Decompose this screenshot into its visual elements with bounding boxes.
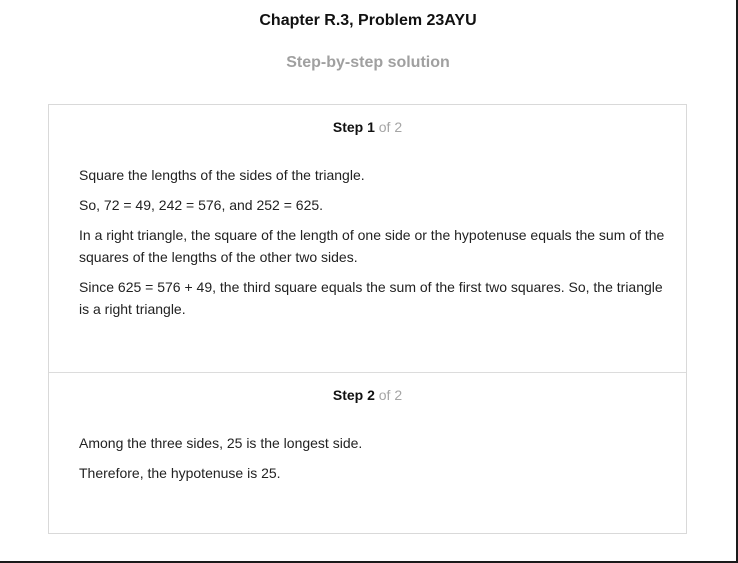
solution-steps-card	[48, 104, 687, 534]
step-1-total: of 2	[378, 119, 403, 135]
step-1-paragraph: So, 72 = 49, 242 = 576, and 252 = 625.	[79, 197, 324, 213]
step-2-paragraph: Among the three sides, 25 is the longest side.	[79, 435, 363, 451]
step-1-header	[49, 119, 686, 135]
solution-subtitle: Step-by-step solution	[286, 54, 450, 71]
step-1-paragraph: In a right triangle, the square of the length of one side or the hypotenuse equals the sum of the squares of the lengths of the other two sides.	[79, 227, 665, 265]
page-title: Chapter R.3, Problem 23AYU	[259, 12, 477, 29]
step-2-label: Step 2	[332, 387, 375, 403]
step-1-paragraph: Square the lengths of the sides of the triangle.	[79, 167, 365, 183]
step-1-label: Step 1	[332, 119, 375, 135]
step-2-paragraph: Therefore, the hypotenuse is 25.	[79, 465, 281, 481]
step-2-section	[49, 373, 686, 533]
step-2-header	[49, 387, 686, 403]
step-1-paragraph: Since 625 = 576 + 49, the third square equals the sum of the first two squares. So, the triangle is a right triangle.	[79, 279, 663, 317]
step-2-total: of 2	[378, 387, 403, 403]
step-2-body	[79, 432, 669, 492]
step-1-section	[49, 105, 686, 373]
step-1-body	[79, 164, 669, 328]
